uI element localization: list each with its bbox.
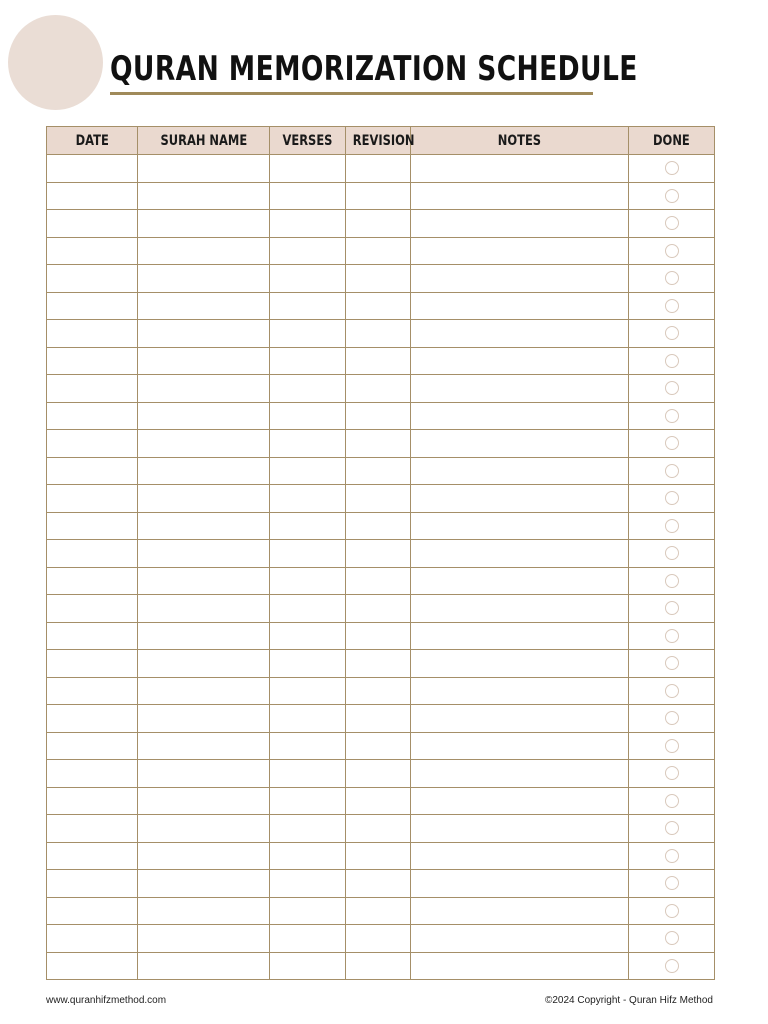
surah-name-cell[interactable] <box>138 182 270 210</box>
done-cell <box>629 457 715 485</box>
notes-cell[interactable] <box>411 292 629 320</box>
notes-cell[interactable] <box>411 155 629 183</box>
date-cell[interactable] <box>47 347 138 375</box>
verses-cell[interactable] <box>270 182 346 210</box>
done-cell <box>629 952 715 980</box>
notes-cell[interactable] <box>411 732 629 760</box>
table-row <box>47 842 715 870</box>
surah-name-cell[interactable] <box>138 375 270 403</box>
revision-cell[interactable] <box>346 210 411 238</box>
notes-cell[interactable] <box>411 347 629 375</box>
surah-name-cell[interactable] <box>138 760 270 788</box>
surah-name-cell[interactable] <box>138 897 270 925</box>
done-checkbox-icon[interactable] <box>665 629 679 643</box>
revision-cell[interactable] <box>346 567 411 595</box>
verses-cell[interactable] <box>270 155 346 183</box>
table-row <box>47 210 715 238</box>
done-checkbox-icon[interactable] <box>665 821 679 835</box>
revision-cell[interactable] <box>346 237 411 265</box>
date-cell[interactable] <box>47 402 138 430</box>
header-surah-name: SURAH NAME <box>138 127 270 155</box>
header-notes: NOTES <box>411 127 629 155</box>
revision-cell[interactable] <box>346 622 411 650</box>
verses-cell[interactable] <box>270 457 346 485</box>
done-cell <box>629 155 715 183</box>
verses-cell[interactable] <box>270 210 346 238</box>
notes-cell[interactable] <box>411 787 629 815</box>
verses-cell[interactable] <box>270 622 346 650</box>
surah-name-cell[interactable] <box>138 457 270 485</box>
date-cell[interactable] <box>47 265 138 293</box>
surah-name-cell[interactable] <box>138 320 270 348</box>
notes-cell[interactable] <box>411 595 629 623</box>
revision-cell[interactable] <box>346 265 411 293</box>
done-checkbox-icon[interactable] <box>665 216 679 230</box>
done-checkbox-icon[interactable] <box>665 684 679 698</box>
notes-cell[interactable] <box>411 567 629 595</box>
date-cell[interactable] <box>47 952 138 980</box>
notes-cell[interactable] <box>411 677 629 705</box>
revision-cell[interactable] <box>346 732 411 760</box>
table-row <box>47 870 715 898</box>
notes-cell[interactable] <box>411 485 629 513</box>
footer-website: www.quranhifzmethod.com <box>46 995 167 1006</box>
verses-cell[interactable] <box>270 567 346 595</box>
table-row <box>47 540 715 568</box>
date-cell[interactable] <box>47 787 138 815</box>
surah-name-cell[interactable] <box>138 512 270 540</box>
table-row <box>47 512 715 540</box>
done-cell <box>629 237 715 265</box>
notes-cell[interactable] <box>411 870 629 898</box>
date-cell[interactable] <box>47 622 138 650</box>
revision-cell[interactable] <box>346 842 411 870</box>
notes-cell[interactable] <box>411 952 629 980</box>
date-cell[interactable] <box>47 815 138 843</box>
done-cell <box>629 540 715 568</box>
done-checkbox-icon[interactable] <box>665 876 679 890</box>
done-cell <box>629 402 715 430</box>
notes-cell[interactable] <box>411 375 629 403</box>
date-cell[interactable] <box>47 705 138 733</box>
done-checkbox-icon[interactable] <box>665 849 679 863</box>
done-checkbox-icon[interactable] <box>665 436 679 450</box>
revision-cell[interactable] <box>346 787 411 815</box>
date-cell[interactable] <box>47 760 138 788</box>
revision-cell[interactable] <box>346 760 411 788</box>
surah-name-cell[interactable] <box>138 210 270 238</box>
table-row <box>47 237 715 265</box>
verses-cell[interactable] <box>270 237 346 265</box>
date-cell[interactable] <box>47 430 138 458</box>
revision-cell[interactable] <box>346 155 411 183</box>
date-cell[interactable] <box>47 595 138 623</box>
date-cell[interactable] <box>47 842 138 870</box>
revision-cell[interactable] <box>346 485 411 513</box>
footer-copyright: ©2024 Copyright - Quran Hifz Method <box>544 995 713 1006</box>
table-row <box>47 347 715 375</box>
done-cell <box>629 705 715 733</box>
surah-name-cell[interactable] <box>138 265 270 293</box>
surah-name-cell[interactable] <box>138 237 270 265</box>
revision-cell[interactable] <box>346 402 411 430</box>
table-row <box>47 485 715 513</box>
verses-cell[interactable] <box>270 265 346 293</box>
notes-cell[interactable] <box>411 320 629 348</box>
done-cell <box>629 897 715 925</box>
schedule-table <box>46 126 715 980</box>
date-cell[interactable] <box>47 292 138 320</box>
table-row <box>47 375 715 403</box>
done-cell <box>629 622 715 650</box>
notes-cell[interactable] <box>411 925 629 953</box>
verses-cell[interactable] <box>270 650 346 678</box>
revision-cell[interactable] <box>346 952 411 980</box>
notes-cell[interactable] <box>411 182 629 210</box>
verses-cell[interactable] <box>270 732 346 760</box>
notes-cell[interactable] <box>411 512 629 540</box>
verses-cell[interactable] <box>270 952 346 980</box>
header-verses: VERSES <box>270 127 346 155</box>
done-cell <box>629 512 715 540</box>
done-checkbox-icon[interactable] <box>665 299 679 313</box>
surah-name-cell[interactable] <box>138 567 270 595</box>
done-cell <box>629 375 715 403</box>
surah-name-cell[interactable] <box>138 815 270 843</box>
page-title: QURAN MEMORIZATION SCHEDULE <box>110 49 638 89</box>
done-cell <box>629 320 715 348</box>
table-row <box>47 787 715 815</box>
table-row <box>47 925 715 953</box>
done-cell <box>629 815 715 843</box>
surah-name-cell[interactable] <box>138 402 270 430</box>
table-row <box>47 622 715 650</box>
done-cell <box>629 182 715 210</box>
date-cell[interactable] <box>47 677 138 705</box>
done-checkbox-icon[interactable] <box>665 904 679 918</box>
done-checkbox-icon[interactable] <box>665 794 679 808</box>
done-cell <box>629 842 715 870</box>
decorative-circle <box>8 15 103 110</box>
done-checkbox-icon[interactable] <box>665 271 679 285</box>
table-row <box>47 265 715 293</box>
done-cell <box>629 650 715 678</box>
table-row <box>47 155 715 183</box>
notes-cell[interactable] <box>411 705 629 733</box>
verses-cell[interactable] <box>270 925 346 953</box>
table-row <box>47 650 715 678</box>
done-cell <box>629 787 715 815</box>
verses-cell[interactable] <box>270 402 346 430</box>
notes-cell[interactable] <box>411 540 629 568</box>
notes-cell[interactable] <box>411 760 629 788</box>
done-cell <box>629 925 715 953</box>
verses-cell[interactable] <box>270 677 346 705</box>
revision-cell[interactable] <box>346 320 411 348</box>
revision-cell[interactable] <box>346 292 411 320</box>
surah-name-cell[interactable] <box>138 595 270 623</box>
verses-cell[interactable] <box>270 347 346 375</box>
verses-cell[interactable] <box>270 485 346 513</box>
done-checkbox-icon[interactable] <box>665 519 679 533</box>
done-checkbox-icon[interactable] <box>665 711 679 725</box>
verses-cell[interactable] <box>270 870 346 898</box>
revision-cell[interactable] <box>346 925 411 953</box>
surah-name-cell[interactable] <box>138 732 270 760</box>
done-cell <box>629 677 715 705</box>
revision-cell[interactable] <box>346 595 411 623</box>
date-cell[interactable] <box>47 210 138 238</box>
done-checkbox-icon[interactable] <box>665 546 679 560</box>
done-checkbox-icon[interactable] <box>665 491 679 505</box>
date-cell[interactable] <box>47 485 138 513</box>
surah-name-cell[interactable] <box>138 925 270 953</box>
date-cell[interactable] <box>47 182 138 210</box>
table-row <box>47 815 715 843</box>
done-cell <box>629 292 715 320</box>
done-checkbox-icon[interactable] <box>665 464 679 478</box>
done-cell <box>629 210 715 238</box>
verses-cell[interactable] <box>270 760 346 788</box>
verses-cell[interactable] <box>270 430 346 458</box>
done-checkbox-icon[interactable] <box>665 326 679 340</box>
table-row <box>47 677 715 705</box>
date-cell[interactable] <box>47 375 138 403</box>
table-row <box>47 705 715 733</box>
date-cell[interactable] <box>47 320 138 348</box>
surah-name-cell[interactable] <box>138 870 270 898</box>
surah-name-cell[interactable] <box>138 430 270 458</box>
table-row <box>47 732 715 760</box>
done-checkbox-icon[interactable] <box>665 189 679 203</box>
date-cell[interactable] <box>47 155 138 183</box>
done-checkbox-icon[interactable] <box>665 601 679 615</box>
date-cell[interactable] <box>47 732 138 760</box>
verses-cell[interactable] <box>270 512 346 540</box>
table-row <box>47 182 715 210</box>
verses-cell[interactable] <box>270 320 346 348</box>
done-cell <box>629 760 715 788</box>
surah-name-cell[interactable] <box>138 677 270 705</box>
header-row <box>47 127 715 155</box>
table-row <box>47 567 715 595</box>
notes-cell[interactable] <box>411 842 629 870</box>
date-cell[interactable] <box>47 540 138 568</box>
verses-cell[interactable] <box>270 540 346 568</box>
notes-cell[interactable] <box>411 650 629 678</box>
revision-cell[interactable] <box>346 870 411 898</box>
done-cell <box>629 732 715 760</box>
done-checkbox-icon[interactable] <box>665 574 679 588</box>
done-cell <box>629 265 715 293</box>
verses-cell[interactable] <box>270 375 346 403</box>
done-cell <box>629 485 715 513</box>
done-cell <box>629 595 715 623</box>
surah-name-cell[interactable] <box>138 292 270 320</box>
table-row <box>47 430 715 458</box>
done-cell <box>629 870 715 898</box>
date-cell[interactable] <box>47 457 138 485</box>
done-checkbox-icon[interactable] <box>665 739 679 753</box>
notes-cell[interactable] <box>411 237 629 265</box>
table-row <box>47 952 715 980</box>
done-checkbox-icon[interactable] <box>665 959 679 973</box>
table-row <box>47 595 715 623</box>
table-row <box>47 320 715 348</box>
notes-cell[interactable] <box>411 430 629 458</box>
notes-cell[interactable] <box>411 265 629 293</box>
verses-cell[interactable] <box>270 897 346 925</box>
table-row <box>47 897 715 925</box>
surah-name-cell[interactable] <box>138 705 270 733</box>
revision-cell[interactable] <box>346 512 411 540</box>
surah-name-cell[interactable] <box>138 650 270 678</box>
revision-cell[interactable] <box>346 897 411 925</box>
schedule-body <box>47 155 715 980</box>
done-checkbox-icon[interactable] <box>665 244 679 258</box>
surah-name-cell[interactable] <box>138 485 270 513</box>
notes-cell[interactable] <box>411 402 629 430</box>
verses-cell[interactable] <box>270 292 346 320</box>
date-cell[interactable] <box>47 870 138 898</box>
done-checkbox-icon[interactable] <box>665 656 679 670</box>
date-cell[interactable] <box>47 567 138 595</box>
revision-cell[interactable] <box>346 457 411 485</box>
done-checkbox-icon[interactable] <box>665 354 679 368</box>
date-cell[interactable] <box>47 897 138 925</box>
surah-name-cell[interactable] <box>138 952 270 980</box>
date-cell[interactable] <box>47 925 138 953</box>
surah-name-cell[interactable] <box>138 155 270 183</box>
verses-cell[interactable] <box>270 842 346 870</box>
surah-name-cell[interactable] <box>138 347 270 375</box>
header-date: DATE <box>47 127 138 155</box>
done-checkbox-icon[interactable] <box>665 766 679 780</box>
revision-cell[interactable] <box>346 540 411 568</box>
verses-cell[interactable] <box>270 815 346 843</box>
notes-cell[interactable] <box>411 622 629 650</box>
revision-cell[interactable] <box>346 347 411 375</box>
header-revision: REVISION <box>346 127 411 155</box>
revision-cell[interactable] <box>346 430 411 458</box>
revision-cell[interactable] <box>346 375 411 403</box>
header-done: DONE <box>629 127 715 155</box>
revision-cell[interactable] <box>346 182 411 210</box>
done-cell <box>629 430 715 458</box>
revision-cell[interactable] <box>346 815 411 843</box>
verses-cell[interactable] <box>270 705 346 733</box>
notes-cell[interactable] <box>411 815 629 843</box>
done-checkbox-icon[interactable] <box>665 161 679 175</box>
surah-name-cell[interactable] <box>138 540 270 568</box>
notes-cell[interactable] <box>411 457 629 485</box>
table-row <box>47 292 715 320</box>
done-checkbox-icon[interactable] <box>665 381 679 395</box>
done-cell <box>629 567 715 595</box>
notes-cell[interactable] <box>411 210 629 238</box>
table-row <box>47 402 715 430</box>
date-cell[interactable] <box>47 237 138 265</box>
done-checkbox-icon[interactable] <box>665 409 679 423</box>
date-cell[interactable] <box>47 512 138 540</box>
surah-name-cell[interactable] <box>138 787 270 815</box>
revision-cell[interactable] <box>346 705 411 733</box>
done-cell <box>629 347 715 375</box>
verses-cell[interactable] <box>270 595 346 623</box>
revision-cell[interactable] <box>346 677 411 705</box>
done-checkbox-icon[interactable] <box>665 931 679 945</box>
surah-name-cell[interactable] <box>138 622 270 650</box>
revision-cell[interactable] <box>346 650 411 678</box>
table-row <box>47 457 715 485</box>
surah-name-cell[interactable] <box>138 842 270 870</box>
verses-cell[interactable] <box>270 787 346 815</box>
title-underline <box>110 92 593 95</box>
table-row <box>47 760 715 788</box>
notes-cell[interactable] <box>411 897 629 925</box>
date-cell[interactable] <box>47 650 138 678</box>
